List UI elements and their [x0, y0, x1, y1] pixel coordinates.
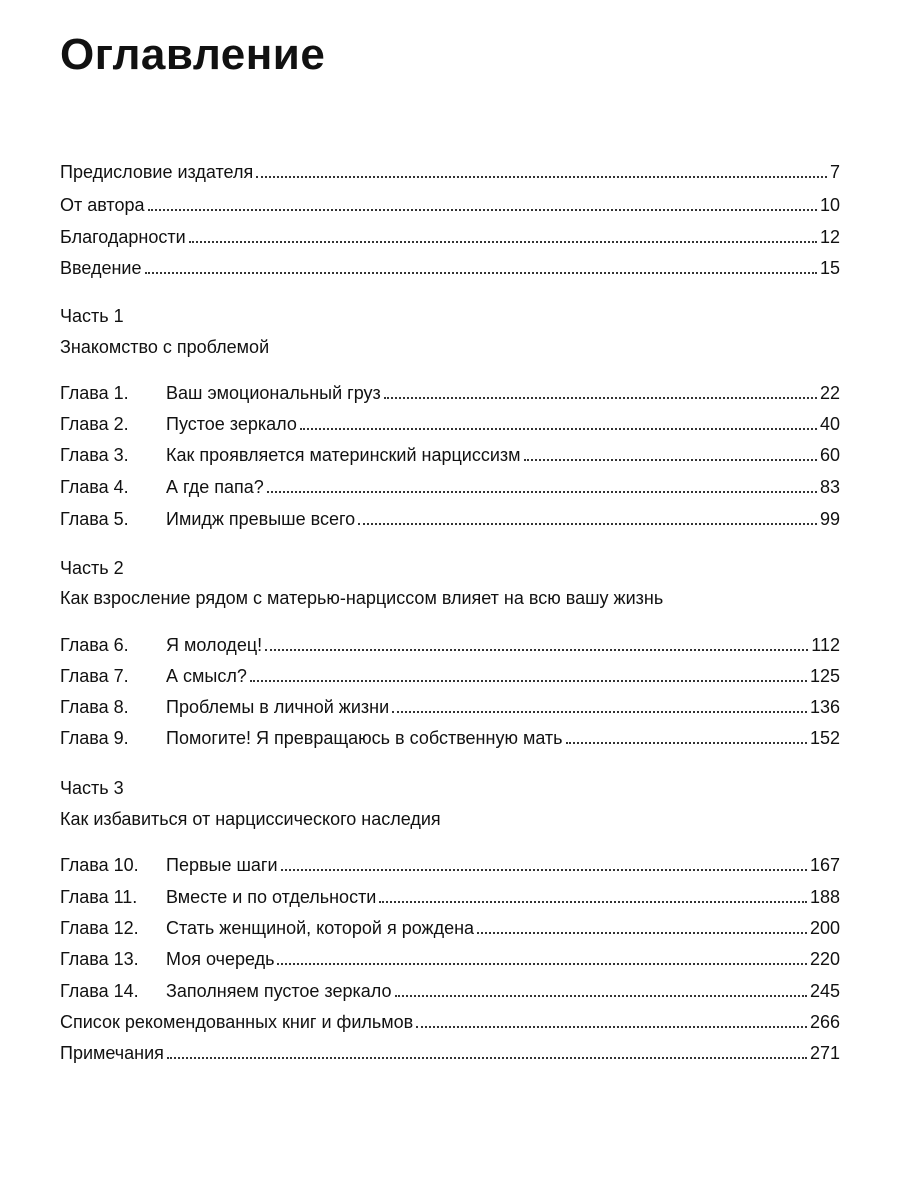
toc-chapter-entry[interactable] — [60, 633, 840, 657]
chapter-title: Пустое зеркало — [166, 414, 297, 434]
dot-leader — [267, 491, 817, 493]
chapter-title: А смысл? — [166, 666, 247, 686]
toc-page-number: 12 — [819, 227, 840, 247]
toc-chapter-entry[interactable] — [60, 853, 840, 877]
dot-leader — [148, 209, 817, 211]
dot-leader — [384, 397, 817, 399]
dot-leader — [256, 176, 827, 178]
part-title: Знакомство с проблемой — [60, 337, 270, 357]
part-number: Часть 3 — [60, 778, 124, 798]
chapter-number: Глава 10. — [60, 855, 139, 875]
chapter-title: Заполняем пустое зеркало — [166, 981, 392, 1001]
toc-entry-label: Предисловие издателя — [60, 162, 254, 182]
chapter-title: А где папа? — [166, 477, 264, 497]
dot-leader — [300, 428, 817, 430]
chapter-number: Глава 2. — [60, 414, 129, 434]
toc-page-number: 83 — [819, 477, 840, 497]
chapter-title: Как проявляется материнский нарциссизм — [166, 445, 521, 465]
toc-entry[interactable] — [60, 256, 840, 280]
toc-page-number: 200 — [809, 918, 840, 938]
chapter-title: Моя очередь — [166, 949, 275, 969]
chapter-title: Имидж превыше всего — [166, 509, 356, 529]
dot-leader — [281, 869, 807, 871]
toc-chapter-entry[interactable] — [60, 475, 840, 499]
toc-chapter-entry[interactable] — [60, 695, 840, 719]
toc-chapter-entry[interactable] — [60, 885, 840, 909]
toc-chapter-entry[interactable] — [60, 664, 840, 688]
toc-chapter-entry[interactable] — [60, 412, 840, 436]
toc-page-number: 7 — [829, 162, 840, 182]
toc-page-number: 220 — [809, 949, 840, 969]
toc-entry-label: Список рекомендованных книг и фильмов — [60, 1012, 414, 1032]
dot-leader — [189, 241, 817, 243]
dot-leader — [395, 995, 807, 997]
part-title: Как взросление рядом с матерью-нарциссом влияет на всю вашу жизнь — [60, 588, 664, 608]
chapter-title: Проблемы в личной жизни — [166, 697, 390, 717]
chapter-number: Глава 11. — [60, 887, 138, 907]
toc-entry-label: Благодарности — [60, 227, 186, 247]
chapter-number: Глава 14. — [60, 981, 139, 1001]
toc-page-number: 125 — [809, 666, 840, 686]
chapter-title: Стать женщиной, которой я рождена — [166, 918, 475, 938]
toc-page-number: 152 — [809, 728, 840, 748]
dot-leader — [265, 649, 808, 651]
toc-chapter-entry[interactable] — [60, 507, 840, 531]
toc-page-number: 266 — [809, 1012, 840, 1032]
part-number: Часть 2 — [60, 558, 124, 578]
toc-entry[interactable] — [60, 1010, 840, 1034]
toc-entry-label: От автора — [60, 195, 145, 215]
toc-chapter-entry[interactable] — [60, 381, 840, 405]
toc-entry[interactable] — [60, 225, 840, 249]
toc-chapter-entry[interactable] — [60, 916, 840, 940]
toc-page-number: 112 — [811, 635, 840, 655]
chapter-number: Глава 5. — [60, 509, 129, 529]
toc-page-number: 15 — [819, 258, 840, 278]
toc-chapter-entry[interactable] — [60, 443, 840, 467]
chapter-title: Я молодец! — [166, 635, 263, 655]
chapter-number: Глава 4. — [60, 477, 129, 497]
dot-leader — [145, 272, 817, 274]
toc-page-number: 60 — [819, 445, 840, 465]
toc-entry[interactable] — [60, 193, 840, 217]
part-title: Как избавиться от нарциссического наследия — [60, 809, 441, 829]
chapter-number: Глава 12. — [60, 918, 139, 938]
toc-entry[interactable] — [60, 1041, 840, 1065]
chapter-title: Вместе и по отдельности — [166, 887, 377, 907]
toc-page-number: 40 — [819, 414, 840, 434]
dot-leader — [477, 932, 807, 934]
chapter-title: Первые шаги — [166, 855, 278, 875]
chapter-number: Глава 1. — [60, 383, 129, 403]
dot-leader — [416, 1026, 807, 1028]
dot-leader — [566, 742, 807, 744]
toc-page-number: 99 — [819, 509, 840, 529]
toc-page-number: 22 — [819, 383, 840, 403]
toc-chapter-entry[interactable] — [60, 726, 840, 750]
chapter-number: Глава 8. — [60, 697, 129, 717]
toc-entry-label: Примечания — [60, 1043, 164, 1063]
chapter-title: Помогите! Я превращаюсь в собственную мать — [166, 728, 563, 748]
chapter-number: Глава 3. — [60, 445, 129, 465]
toc-page-number: 245 — [809, 981, 840, 1001]
chapter-number: Глава 9. — [60, 728, 129, 748]
dot-leader — [358, 523, 817, 525]
dot-leader — [379, 901, 807, 903]
dot-leader — [250, 680, 807, 682]
toc-page-number: 10 — [819, 195, 840, 215]
toc-chapter-entry[interactable] — [60, 947, 840, 971]
chapter-number: Глава 7. — [60, 666, 129, 686]
chapter-number: Глава 6. — [60, 635, 129, 655]
dot-leader — [524, 459, 817, 461]
part-number: Часть 1 — [60, 306, 124, 326]
toc-chapter-entry[interactable] — [60, 979, 840, 1003]
dot-leader — [167, 1057, 807, 1059]
chapter-title: Ваш эмоциональный груз — [166, 383, 381, 403]
chapter-number: Глава 13. — [60, 949, 139, 969]
toc-page-number: 136 — [809, 697, 840, 717]
toc-page-number: 167 — [809, 855, 840, 875]
toc-page-number: 188 — [809, 887, 840, 907]
page-title: Оглавление — [60, 30, 326, 79]
dot-leader — [277, 963, 806, 965]
dot-leader — [392, 711, 807, 713]
toc-entry[interactable] — [60, 160, 840, 184]
toc-page-number: 271 — [809, 1043, 840, 1063]
toc-entry-label: Введение — [60, 258, 142, 278]
